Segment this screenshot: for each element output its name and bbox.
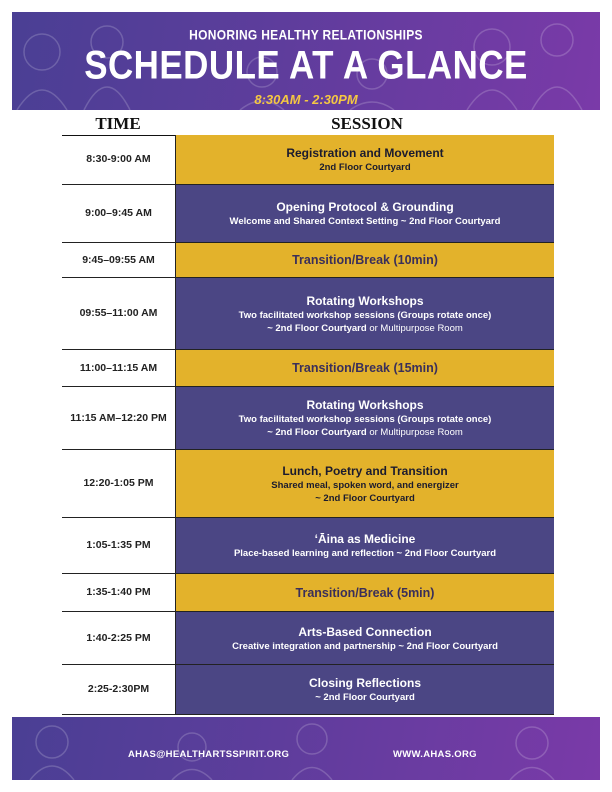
session-detail: Two facilitated workshop sessions (Groups rotate once) [238,309,492,321]
row-session [176,185,554,242]
row-time: 8:30-9:00 AM [62,135,176,184]
schedule-row [62,278,554,350]
session-name: Transition/Break (15min) [292,361,438,375]
row-session [176,665,554,714]
session-detail: Two facilitated workshop sessions (Groups rotate once) [238,414,492,425]
session-name: Lunch, Poetry and Transition [282,463,448,478]
row-time: 12:20-1:05 PM [62,450,176,517]
row-time: 2:25-2:30PM [62,665,176,714]
row-time: 9:45–09:55 AM [62,243,176,277]
row-session [176,387,554,449]
session-name: Registration and Movement [286,146,444,160]
session-name: Opening Protocol & Grounding [276,200,454,214]
session-detail: ~ 2nd Floor Courtyard [315,692,415,703]
row-time: 11:15 AM–12:20 PM [62,387,176,449]
footer-banner [12,717,600,780]
contact-email[interactable]: AHAS@HEALTHARTSSPIRIT.ORG [128,749,290,760]
event-time-range: 8:30AM - 2:30PM [254,92,358,107]
row-time: 1:05-1:35 PM [62,518,176,573]
session-column-header: SESSION [331,114,403,133]
location-primary: ~ 2nd Floor Courtyard [267,427,367,438]
silhouette-pattern [12,717,600,780]
header-banner [12,12,600,110]
schedule-row [62,450,554,518]
schedule-row [62,350,554,387]
event-subtitle: HONORING HEALTHY RELATIONSHIPS [189,26,423,44]
schedule-row [62,387,554,450]
schedule-row [62,612,554,665]
location-alternate: or Multipurpose Room [366,427,463,438]
session-name: Closing Reflections [308,676,421,690]
session-detail: Creative integration and partnership ~ 2nd Floor Courtyard [232,640,498,652]
session-name: Transition/Break (10min) [292,253,438,267]
session-detail: ~ 2nd Floor Courtyard [315,492,415,504]
row-session [176,350,554,386]
schedule-row [62,135,554,185]
row-session [176,278,554,349]
schedule-table [62,135,554,715]
session-detail: Welcome and Shared Context Setting ~ 2nd Floor Courtyard [229,216,501,227]
schedule-row [62,665,554,715]
location-alternate: or Multipurpose Room [366,322,463,334]
row-time: 9:00–9:45 AM [62,185,176,242]
row-session [176,135,554,184]
session-name: ʻĀina as Medicine [314,532,416,546]
session-location [267,426,463,439]
session-detail: 2nd Floor Courtyard [319,162,411,173]
location-primary: ~ 2nd Floor Courtyard [267,322,367,334]
time-column-header: TIME [95,114,141,133]
schedule-row [62,243,554,278]
row-session [176,612,554,664]
row-session [176,243,554,277]
row-time: 11:00–11:15 AM [62,350,176,386]
row-time: 09:55–11:00 AM [62,278,176,349]
session-name: Transition/Break (5min) [295,585,435,600]
session-name: Arts-Based Connection [298,624,432,639]
schedule-row [62,574,554,612]
session-name: Rotating Workshops [306,293,424,308]
schedule-row [62,518,554,574]
session-location [267,322,463,335]
row-session [176,574,554,611]
session-detail: Place-based learning and reflection ~ 2nd Floor Courtyard [233,548,497,559]
row-session [176,518,554,573]
website-link[interactable]: WWW.AHAS.ORG [393,749,477,760]
session-detail: Shared meal, spoken word, and energizer [271,479,459,491]
row-time: 1:35-1:40 PM [62,574,176,611]
session-name: Rotating Workshops [306,398,424,412]
schedule-row [62,185,554,243]
row-time: 1:40-2:25 PM [62,612,176,664]
row-session [176,450,554,517]
page-title: SCHEDULE AT A GLANCE [84,43,528,89]
